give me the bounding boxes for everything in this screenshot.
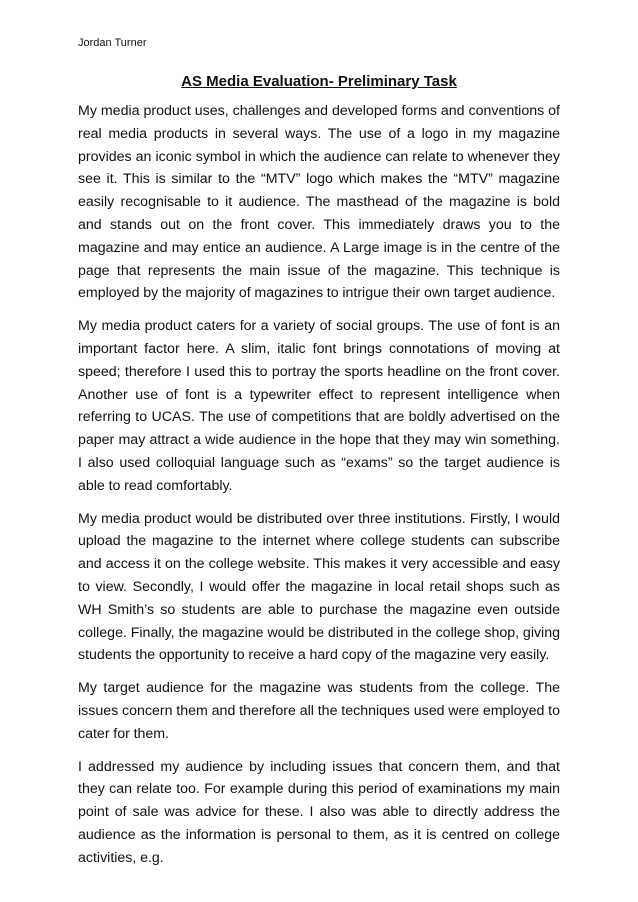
author-header: Jordan Turner: [78, 37, 147, 49]
document-title: AS Media Evaluation- Preliminary Task: [181, 73, 457, 90]
paragraph-2: My media product caters for a variety of social groups. The use of font is an important factor here. A slim, italic font brings connotations of moving at speed; therefore I used this to portray the sports headline on the front cover. Another use of font is a typewriter effect to represent intelligence when referring to UCAS. The use of competitions that are boldly advertised on the paper may attract a wide audience in the hope that they may win something. I also used colloquial language such as “exams” so the target audience is able to read comfortably.: [78, 318, 560, 494]
paragraph-3: My media product would be distributed over three institutions. Firstly, I would upload the magazine to the internet where college students can subscribe and access it on the college website. This makes it very accessible and easy to view. Secondly, I would offer the magazine in local retail shops such as WH Smith’s so students are able to purchase the magazine even outside college. Finally, the magazine would be distributed in the college shop, giving students the opportunity to receive a hard copy of the magazine very easily.: [78, 510, 560, 664]
paragraph-1: My media product uses, challenges and developed forms and conventions of real media products in several ways. The use of a logo in my magazine provides an iconic symbol in which the audience can relate to whenever they see it. This is similar to the “MTV” logo which makes the “MTV” magazine easily recognisable to it audience. The masthead of the magazine is bold and stands out on the front cover. This immediately draws you to the magazine and may entice an audience. A Large image is in the centre of the page that represents the main issue of the magazine. This technique is employed by the majority of magazines to intrigue their own target audience.: [78, 103, 560, 302]
paragraph-4: My target audience for the magazine was students from the college. The issues concern them and therefore all the techniques used were employed to cater for them.: [78, 680, 560, 742]
paragraph-5: I addressed my audience by including issues that concern them, and that they can relate too. For example during this period of examinations my main point of sale was advice for these. I also was able to directly address the audience as the information is personal to them, as it is centred on college activities, e.g.: [78, 758, 560, 866]
